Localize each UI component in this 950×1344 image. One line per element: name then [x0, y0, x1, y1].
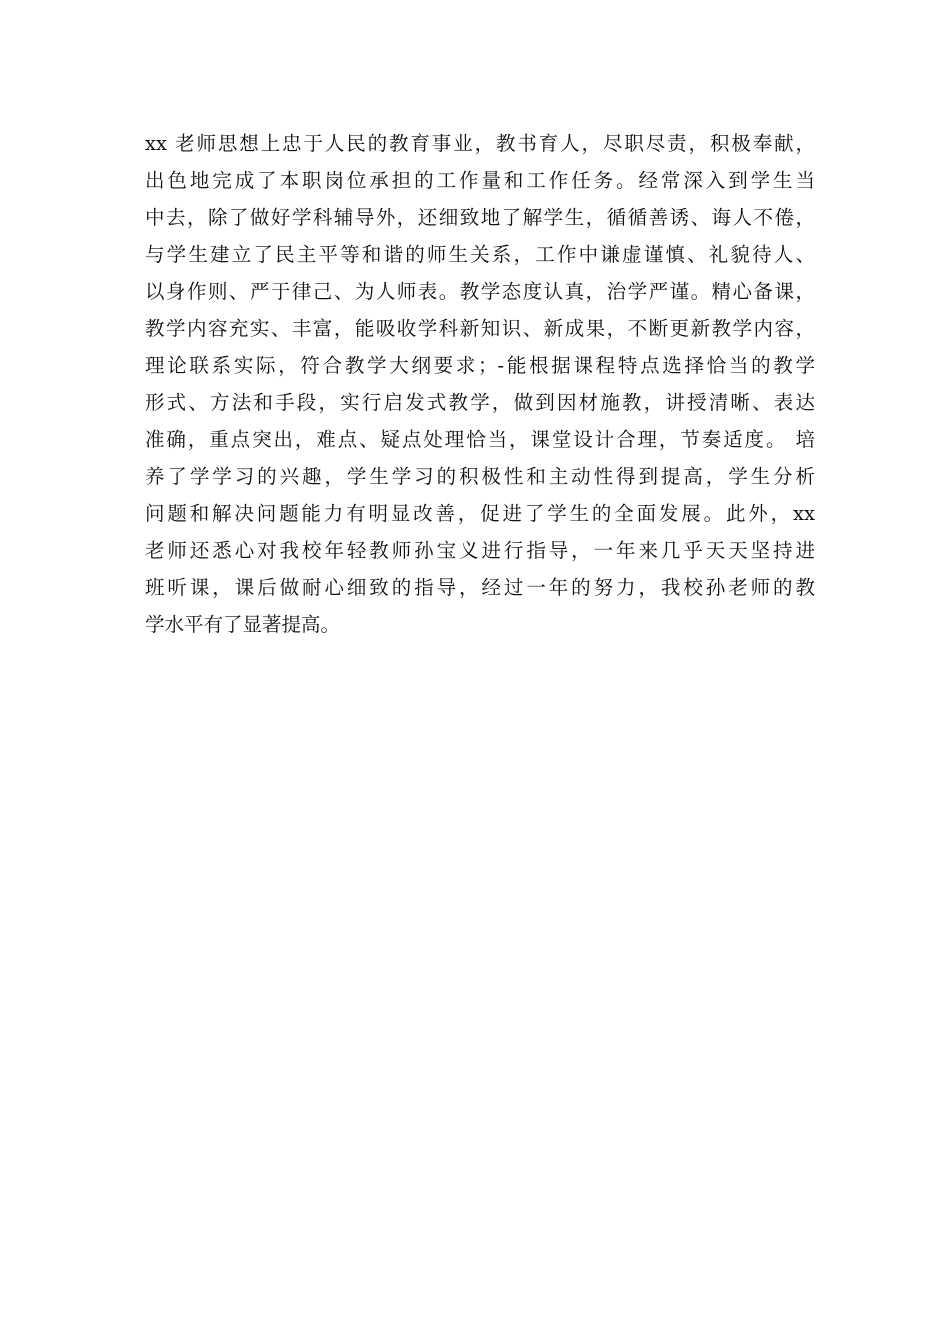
paragraph-line: 中去，除了做好学科辅导外，还细致地了解学生，循循善诱、诲人不倦， [145, 206, 815, 229]
paragraph-line: 出色地完成了本职岗位承担的工作量和工作任务。经常深入到学生当 [145, 169, 815, 192]
paragraph-line: 教学内容充实、丰富，能吸收学科新知识、新成果，不断更新教学内容， [145, 317, 815, 340]
paragraph-line: 形式、方法和手段，实行启发式教学，做到因材施教，讲授清晰、表达 [145, 391, 815, 414]
paragraph-line: 与学生建立了民主平等和谐的师生关系，工作中谦虚谨慎、礼貌待人、 [145, 243, 815, 266]
paragraph-line: 理论联系实际，符合教学大纲要求；-能根据课程特点选择恰当的教学 [145, 354, 815, 377]
paragraph-line: 以身作则、严于律己、为人师表。教学态度认真，治学严谨。精心备课， [145, 280, 815, 303]
paragraph-line: 养了学学习的兴趣，学生学习的积极性和主动性得到提高，学生分析 [145, 465, 815, 488]
paragraph-line: 问题和解决问题能力有明显改善，促进了学生的全面发展。此外，xx [145, 502, 815, 525]
paragraph-line: 准确，重点突出，难点、疑点处理恰当，课堂设计合理，节奏适度。 培 [145, 428, 815, 451]
paragraph-line: xx 老师思想上忠于人民的教育事业，教书育人，尽职尽责，积极奉献， [145, 132, 815, 155]
paragraph-line: 班听课，课后做耐心细致的指导，经过一年的努力，我校孙老师的教 [145, 576, 815, 599]
body-paragraph [145, 125, 815, 643]
paragraph-line: 学水平有了显著提高。 [145, 613, 341, 636]
paragraph-line: 老师还悉心对我校年轻教师孙宝义进行指导，一年来几乎天天坚持进 [145, 539, 815, 562]
